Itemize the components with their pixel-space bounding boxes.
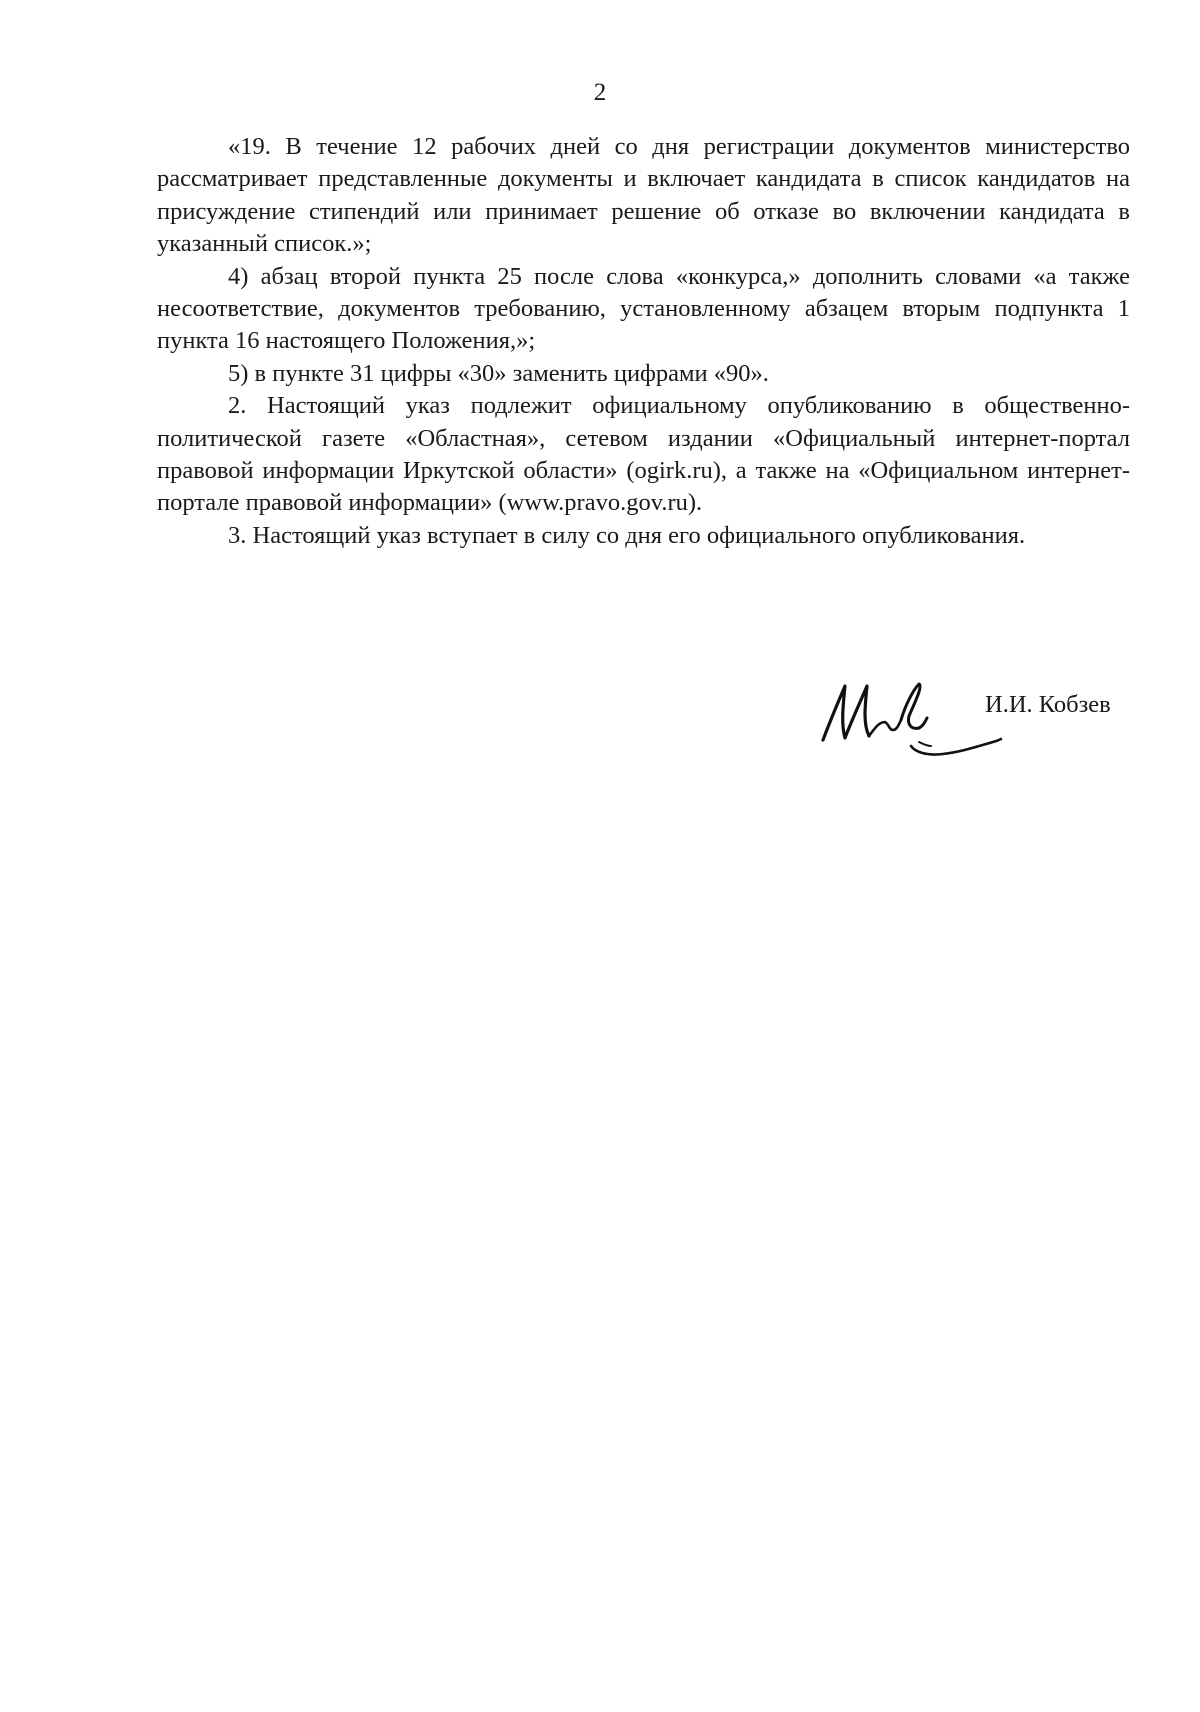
handwritten-signature: [815, 672, 1005, 762]
page-number: 2: [593, 79, 607, 106]
paragraph-item-19: «19. В течение 12 рабочих дней со дня регистрации документов министерство рассматривает представленные документы и включает кандидата в список кандидатов на присуждение стипендий или принимает решение об отказе во включении кандидата в указанный список.»;: [157, 133, 1130, 258]
document-body: [157, 131, 1130, 552]
paragraph-subitem-5: 5) в пункте 31 цифры «30» заменить цифрами «90».: [228, 359, 769, 387]
paragraph-effective-date: 3. Настоящий указ вступает в силу со дня его официального опубликования.: [228, 521, 1026, 549]
signer-name: И.И. Кобзев: [985, 691, 1111, 718]
paragraph-subitem-4: 4) абзац второй пункта 25 после слова «конкурса,» дополнить словами «а также несоответствие, документов требованию, установленному абзацем вторым подпункта 1 пункта 16 настоящего Положения,»;: [157, 262, 1130, 355]
signature-block: [815, 672, 1145, 772]
paragraph-publication: 2. Настоящий указ подлежит официальному опубликованию в общественно-политической газете «Областная», сетевом издании «Официальный интернет-портал правовой информации Иркутской области» (ogirk.ru), а также на «Официальном интернет-портале правовой информации» (www.pravo.gov.ru).: [157, 392, 1130, 517]
